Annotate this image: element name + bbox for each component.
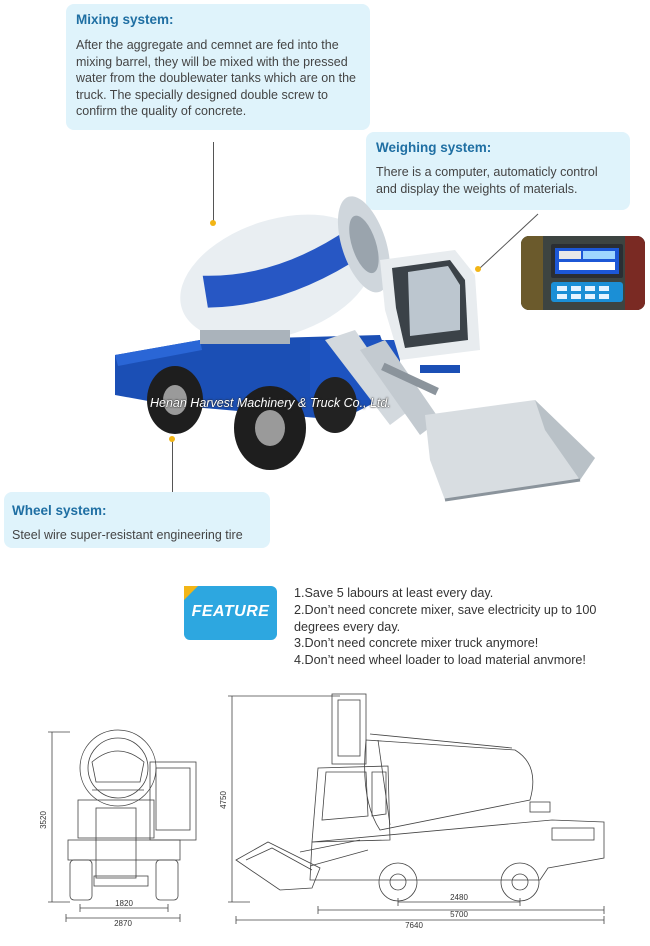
- side-height-label: 4750: [219, 791, 228, 809]
- mixing-system-title: Mixing system:: [76, 12, 174, 27]
- feature-item: 3.Don’t need concrete mixer truck anymore!: [294, 636, 539, 651]
- feature-list: [294, 585, 644, 669]
- wheel-leader-line: [172, 440, 173, 492]
- dimension-drawing: [0, 690, 650, 946]
- front-track-label: 1820: [115, 899, 133, 908]
- weighing-display-photo: [521, 236, 645, 310]
- side-view-drawing: [236, 694, 604, 901]
- feature-item: 1.Save 5 labours at least every day.: [294, 586, 494, 600]
- wheel-system-text: Steel wire super-resistant engineering tire: [12, 528, 243, 542]
- body-length-label: 5700: [450, 910, 468, 919]
- weighing-system-title: Weighing system:: [376, 140, 492, 155]
- feature-badge-label: FEATURE: [191, 603, 270, 620]
- watermark-text: Henan Harvest Machinery & Truck Co., Ltd.: [150, 396, 391, 410]
- wheel-system-callout: [4, 492, 270, 548]
- wheel-leader-dot: [169, 436, 175, 442]
- weighing-system-text: There is a computer, automaticly control and display the weights of materials.: [376, 165, 598, 196]
- mixing-system-callout: [66, 4, 370, 130]
- overall-length-label: 7640: [405, 921, 423, 930]
- front-height-label: 3520: [39, 811, 48, 829]
- front-view-drawing: [68, 730, 196, 900]
- feature-item: 2.Don’t need concrete mixer, save electricity up to 100 degrees every day.: [294, 602, 597, 634]
- mixing-system-text: After the aggregate and cemnet are fed into the mixing barrel, they will be mixed with the pressed water from the doublewater tanks which are on the truck. The specially designed double screw to confirm the quality of concrete.: [76, 38, 357, 118]
- feature-badge: [184, 586, 277, 640]
- front-width-label: 2870: [114, 919, 132, 928]
- wheelbase-label: 2480: [450, 893, 468, 902]
- wheel-system-title: Wheel system:: [12, 503, 107, 518]
- feature-item: 4.Don’t need wheel loader to load material anvmore!: [294, 653, 586, 668]
